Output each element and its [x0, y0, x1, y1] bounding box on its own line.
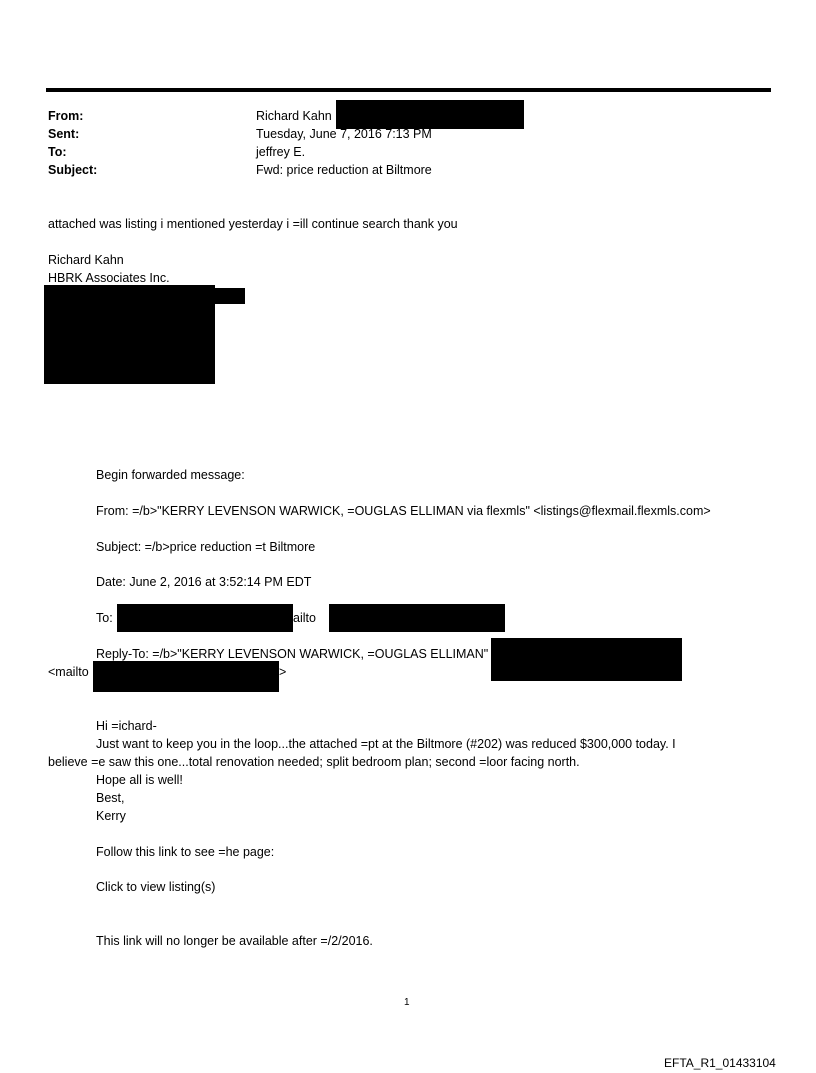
forwarded-to-mailto: ailto	[293, 611, 316, 625]
document-id: EFTA_R1_01433104	[664, 1056, 776, 1070]
intro-text: attached was listing i mentioned yesterday i =ill continue search thank you	[48, 217, 458, 231]
message-line-1: Just want to keep you in the loop...the attached =pt at the Biltmore (#202) was reduced $300,000 today. I	[96, 737, 676, 751]
link-expiry-text: This link will no longer be available after =/2/2016.	[96, 934, 373, 948]
to-value: jeffrey E.	[256, 145, 306, 159]
redaction-signature-extra	[215, 288, 245, 304]
redaction-to-email	[329, 604, 505, 632]
view-listing-link[interactable]: Click to view listing(s)	[96, 880, 216, 894]
signature-company: HBRK Associates Inc.	[48, 271, 170, 285]
message-line-4: Best,	[96, 791, 125, 805]
to-label: To:	[48, 145, 67, 159]
redaction-to-name	[117, 604, 293, 632]
forwarded-begin: Begin forwarded message:	[96, 468, 245, 482]
forwarded-reply-close: >	[279, 665, 287, 679]
redaction-reply-to-name	[491, 638, 682, 681]
subject-label: Subject:	[48, 163, 98, 177]
header-rule	[46, 88, 771, 92]
forwarded-from: From: =/b>"KERRY LEVENSON WARWICK, =OUGLAS ELLIMAN via flexmls" <listings@flexmail.flexmls.com>	[96, 504, 711, 518]
message-line-2: believe =e saw this one...total renovation needed; split bedroom plan; second =loor facing north.	[48, 755, 580, 769]
from-value: Richard Kahn	[256, 109, 332, 123]
message-greeting: Hi =ichard-	[96, 719, 157, 733]
page-number: 1	[404, 997, 410, 1008]
forwarded-date: Date: June 2, 2016 at 3:52:14 PM EDT	[96, 575, 312, 589]
message-line-3: Hope all is well!	[96, 773, 183, 787]
sent-label: Sent:	[48, 127, 80, 141]
forwarded-reply-to: Reply-To: =/b>"KERRY LEVENSON WARWICK, =OUGLAS ELLIMAN"	[96, 647, 489, 661]
sent-value: Tuesday, June 7, 2016 7:13 PM	[256, 127, 432, 141]
signature-name: Richard Kahn	[48, 253, 124, 267]
forwarded-to-label: To:	[96, 611, 113, 625]
redaction-signature-block	[44, 285, 215, 384]
message-line-5: Kerry	[96, 809, 126, 823]
from-label: From:	[48, 109, 84, 123]
redaction-reply-to-email	[93, 661, 279, 692]
forwarded-subject: Subject: =/b>price reduction =t Biltmore	[96, 540, 316, 554]
subject-value: Fwd: price reduction at Biltmore	[256, 163, 432, 177]
forwarded-reply-mailto: <mailto	[48, 665, 89, 679]
follow-link-text: Follow this link to see =he page:	[96, 845, 275, 859]
